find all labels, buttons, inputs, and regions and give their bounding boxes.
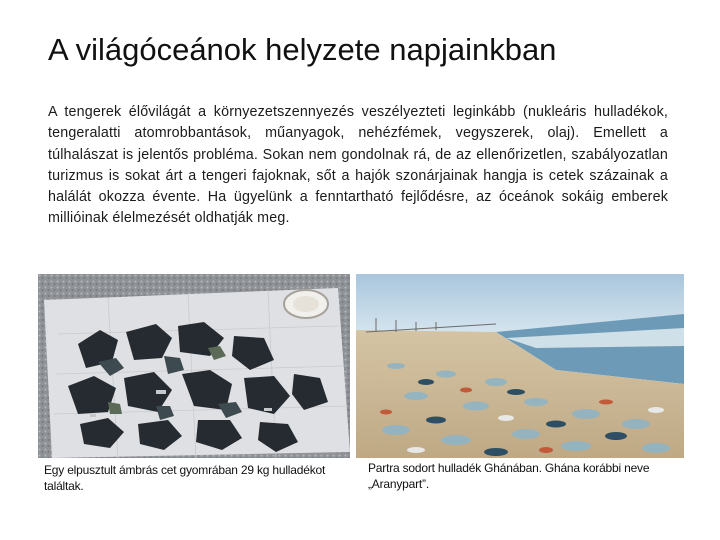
left-photo-caption: Egy elpusztult ámbrás cet gyomrában 29 kg hulladékot találtak.	[44, 463, 326, 493]
slide-body-text: A tengerek élővilágát a környezetszennyezés veszélyezteti leginkább (nukleáris hulladékok, tengeralatti atomrobbantások, műanyagok, nehézfémek, vegyszerek, olaj). Emellett a túlhalászat is jelentős probléma. Sokan nem gondolnak rá, de az ellenőrizetlen, szabályozatlan turizmus is sokat árt a tengeri fajoknak, sőt a hajók szonárjainak hangja is cetek százainak a halálát okozza évente. Ha ügyelünk a fenntartható fejlődésre, az óceánok sokáig emberek millióinak élelmezését oldhatják meg.	[48, 104, 668, 227]
ghana-beach-waste-photo	[356, 274, 684, 458]
slide-title: A világóceánok helyzete napjainkban	[48, 32, 557, 67]
right-photo-caption: Partra sodort hulladék Ghánában. Ghána korábbi neve „Aranypart”.	[368, 461, 650, 491]
whale-stomach-debris-photo	[38, 274, 350, 458]
